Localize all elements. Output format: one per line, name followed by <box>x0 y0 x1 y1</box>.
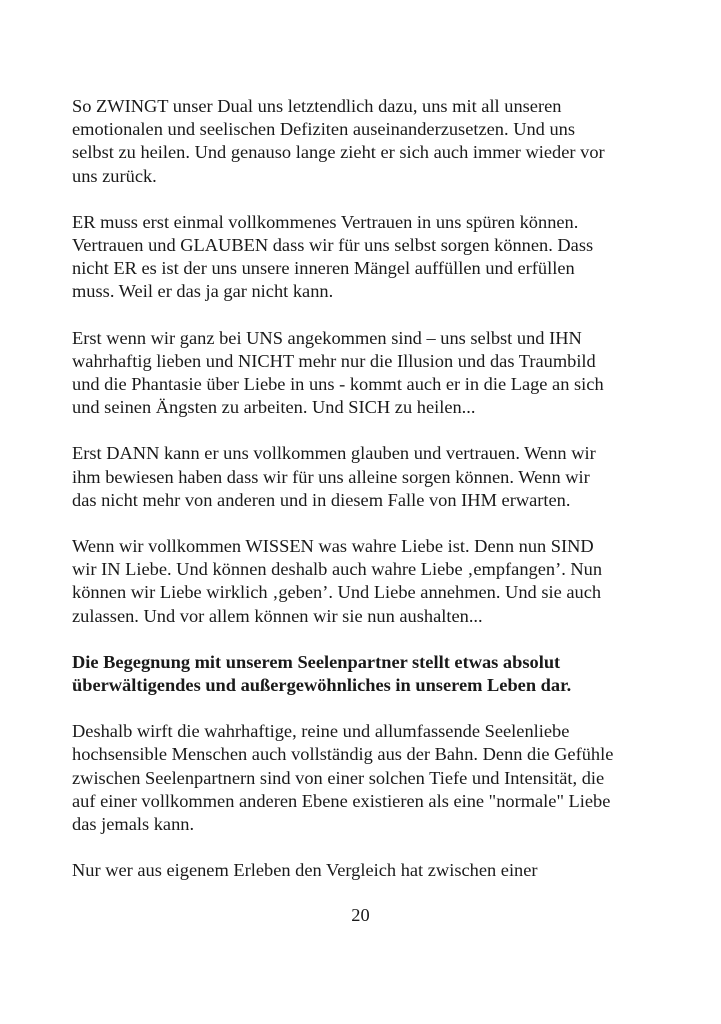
body-text <box>72 95 672 905</box>
text-line: emotionalen und seelischen Defiziten auseinanderzusetzen. Und uns <box>72 119 576 140</box>
text-line: zwischen Seelenpartnern sind von einer solchen Tiefe und Intensität, die <box>72 767 605 788</box>
paragraph <box>72 95 672 188</box>
text-line: wir IN Liebe. Und können deshalb auch wahre Liebe ‚empfangen’. Nun <box>72 559 603 580</box>
text-line: zulassen. Und vor allem können wir sie nun aushalten... <box>72 605 483 626</box>
text-line: können wir Liebe wirklich ‚geben’. Und Liebe annehmen. Und sie auch <box>72 582 602 603</box>
text-line: Wenn wir vollkommen WISSEN was wahre Liebe ist. Denn nun SIND <box>72 536 594 557</box>
paragraph <box>72 211 672 304</box>
text-line: muss. Weil er das ja gar nicht kann. <box>72 281 334 302</box>
text-line: wahrhaftig lieben und NICHT mehr nur die Illusion und das Traumbild <box>72 350 596 371</box>
text-line: Erst wenn wir ganz bei UNS angekommen sind – uns selbst und IHN <box>72 327 582 348</box>
text-line: nicht ER es ist der uns unsere inneren Mängel auffüllen und erfüllen <box>72 258 575 279</box>
text-line: Deshalb wirft die wahrhaftige, reine und allumfassende Seelenliebe <box>72 721 570 742</box>
text-line: und seinen Ängsten zu arbeiten. Und SICH zu heilen... <box>72 397 476 418</box>
text-line: Erst DANN kann er uns vollkommen glauben und vertrauen. Wenn wir <box>72 443 596 464</box>
text-line: ER muss erst einmal vollkommenes Vertrauen in uns spüren können. <box>72 211 579 232</box>
page-number: 20 <box>351 905 370 925</box>
paragraph <box>72 535 672 628</box>
bold-paragraph <box>72 651 672 697</box>
paragraph <box>72 327 672 420</box>
paragraph <box>72 859 672 882</box>
text-line: selbst zu heilen. Und genauso lange zieht er sich auch immer wieder vor <box>72 142 605 163</box>
text-line: das jemals kann. <box>72 814 195 835</box>
paragraph <box>72 720 672 836</box>
text-line: ihm bewiesen haben dass wir für uns alleine sorgen können. Wenn wir <box>72 466 590 487</box>
text-line: Vertrauen und GLAUBEN dass wir für uns selbst sorgen können. Dass <box>72 235 594 256</box>
text-line: Nur wer aus eigenem Erleben den Vergleich hat zwischen einer <box>72 860 538 881</box>
text-line: und die Phantasie über Liebe in uns - kommt auch er in die Lage an sich <box>72 374 604 395</box>
text-line: hochsensible Menschen auch vollständig aus der Bahn. Denn die Gefühle <box>72 744 614 765</box>
text-line: Die Begegnung mit unserem Seelenpartner stellt etwas absolut <box>72 651 561 672</box>
text-line: So ZWINGT unser Dual uns letztendlich dazu, uns mit all unseren <box>72 96 562 116</box>
text-line: auf einer vollkommen anderen Ebene existieren als eine "normale" Liebe <box>72 790 611 811</box>
text-line: überwältigendes und außergewöhnliches in unserem Leben dar. <box>72 675 572 696</box>
paragraph <box>72 442 672 512</box>
text-line: uns zurück. <box>72 165 157 186</box>
text-line: das nicht mehr von anderen und in diesem Falle von IHM erwarten. <box>72 489 571 510</box>
